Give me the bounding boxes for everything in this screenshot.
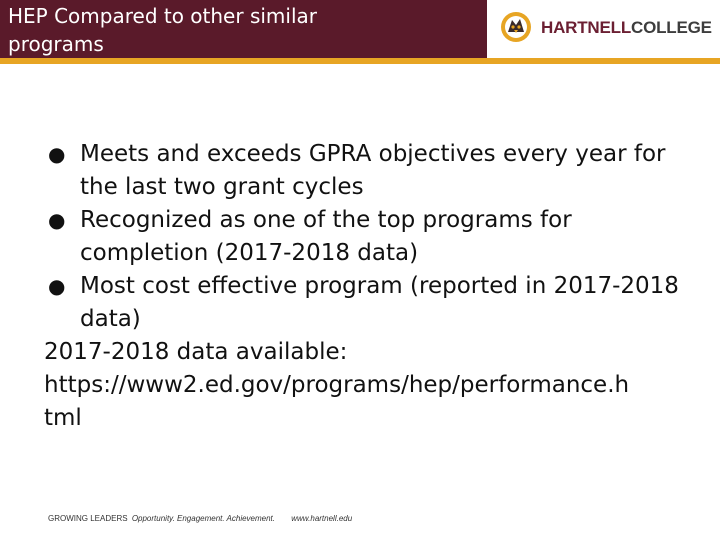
college-logo: [487, 0, 720, 58]
bullet-item: [44, 138, 684, 204]
data-availability-note: 2017-2018 data available:: [44, 339, 348, 365]
bullet-dot-icon: ●: [48, 208, 66, 232]
hawk-mascot-icon: [499, 10, 533, 44]
bullet-text: Most cost effective program (reported in 2017-2018 data): [80, 273, 679, 332]
bullet-item: [44, 270, 684, 336]
bullet-dot-icon: ●: [48, 274, 66, 298]
bullet-text: Recognized as one of the top programs for completion (2017-2018 data): [80, 207, 572, 266]
slide-footer: [48, 514, 352, 523]
logo-hartnell-text: HARTNELL: [541, 18, 631, 37]
header-accent-rule: [0, 58, 720, 64]
footer-website-link[interactable]: www.hartnell.edu: [291, 514, 353, 523]
bullet-dot-icon: ●: [48, 142, 66, 166]
bullet-text: Meets and exceeds GPRA objectives every year for the last two grant cycles: [80, 141, 666, 200]
footer-org: GROWING LEADERS: [48, 514, 128, 523]
logo-wordmark: [541, 18, 712, 38]
slide-body: [44, 138, 684, 435]
slide-title: HEP Compared to other similar programs: [8, 4, 317, 56]
bullet-list: [44, 138, 684, 336]
footer-tagline: Opportunity. Engagement. Achievement.: [131, 514, 276, 523]
bullet-item: [44, 204, 684, 270]
slide-header: [0, 0, 720, 58]
logo-college-text: COLLEGE: [631, 18, 712, 37]
data-source-link[interactable]: https://www2.ed.gov/programs/hep/performance.html: [44, 372, 630, 431]
